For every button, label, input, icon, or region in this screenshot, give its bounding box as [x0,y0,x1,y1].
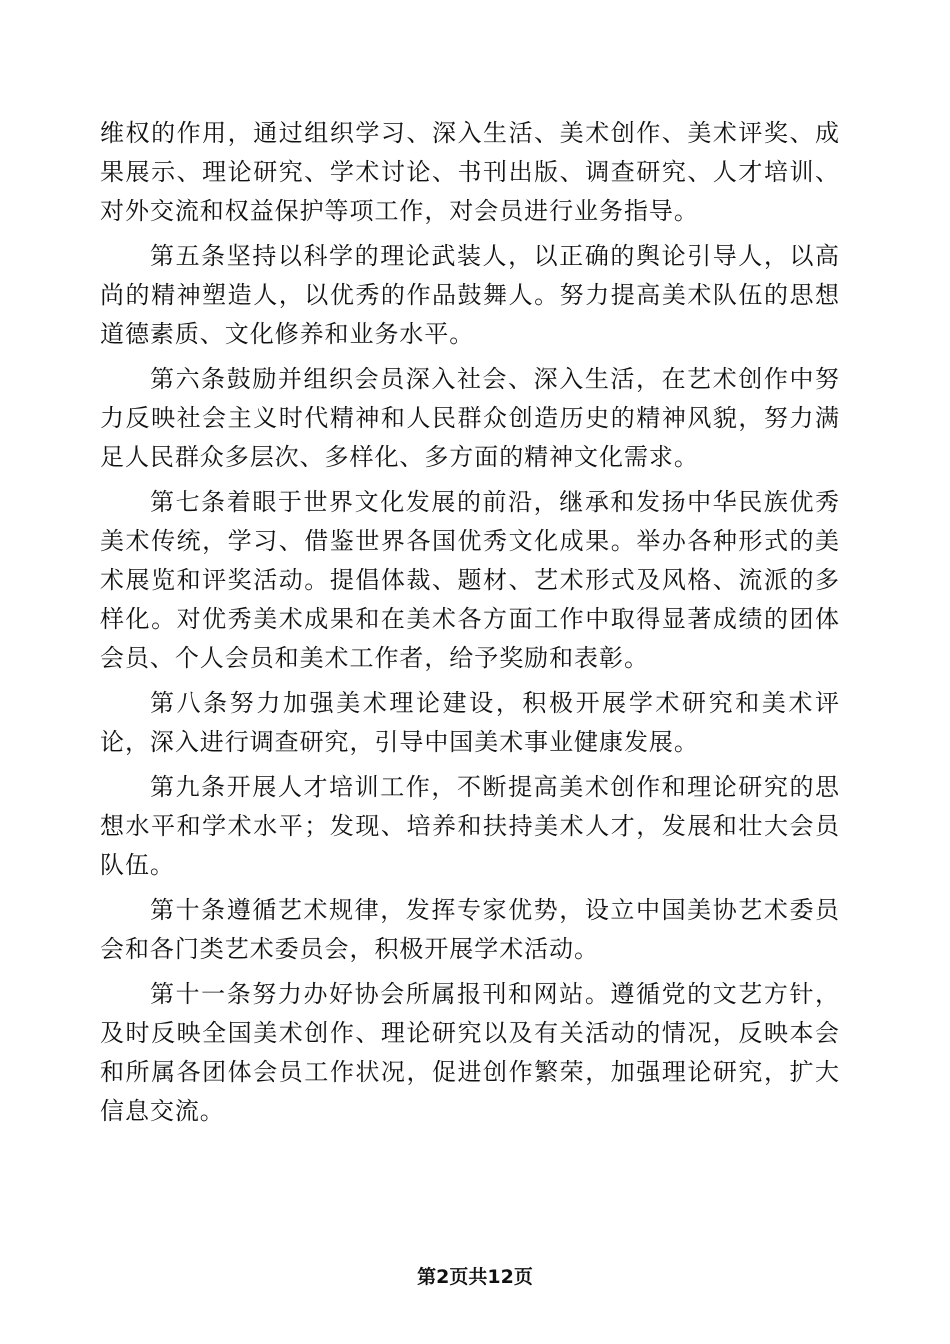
paragraph-continuation: 维权的作用，通过组织学习、深入生活、美术创作、美术评奖、成果展示、理论研究、学术讨论、书刊出版、调查研究、人才培训、对外交流和权益保护等项工作，对会员进行业务指导。 [100,119,840,225]
page-number-footer: 第2页共12页 [417,1266,533,1288]
paragraph-article-11: 第十一条努力办好协会所属报刊和网站。遵循党的文艺方针，及时反映全国美术创作、理论研究以及有关活动的情况，反映本会和所属各团体会员工作状况，促进创作繁荣，加强理论研究，扩大信息交流。 [100,980,840,1125]
paragraph-article-7: 第七条着眼于世界文化发展的前沿，继承和发扬中华民族优秀美术传统，学习、借鉴世界各国优秀文化成果。举办各种形式的美术展览和评奖活动。提倡体裁、题材、艺术形式及风格、流派的多样化。对优秀美术成果和在美术各方面工作中取得显著成绩的团体会员、个人会员和美术工作者，给予奖励和表彰。 [100,488,840,672]
paragraph-article-5: 第五条坚持以科学的理论武装人，以正确的舆论引导人，以高尚的精神塑造人，以优秀的作品鼓舞人。努力提高美术队伍的思想道德素质、文化修养和业务水平。 [100,242,840,348]
paragraph-article-10: 第十条遵循艺术规律，发挥专家优势，设立中国美协艺术委员会和各门类艺术委员会，积极开展学术活动。 [100,896,840,963]
paragraph-article-8: 第八条努力加强美术理论建设，积极开展学术研究和美术评论，深入进行调查研究，引导中国美术事业健康发展。 [100,689,840,756]
document-page [100,114,840,1137]
paragraph-article-6: 第六条鼓励并组织会员深入社会、深入生活，在艺术创作中努力反映社会主义时代精神和人民群众创造历史的精神风貌，努力满足人民群众多层次、多样化、多方面的精神文化需求。 [100,365,840,471]
paragraph-article-9: 第九条开展人才培训工作，不断提高美术创作和理论研究的思想水平和学术水平；发现、培养和扶持美术人才，发展和壮大会员队伍。 [100,773,840,879]
